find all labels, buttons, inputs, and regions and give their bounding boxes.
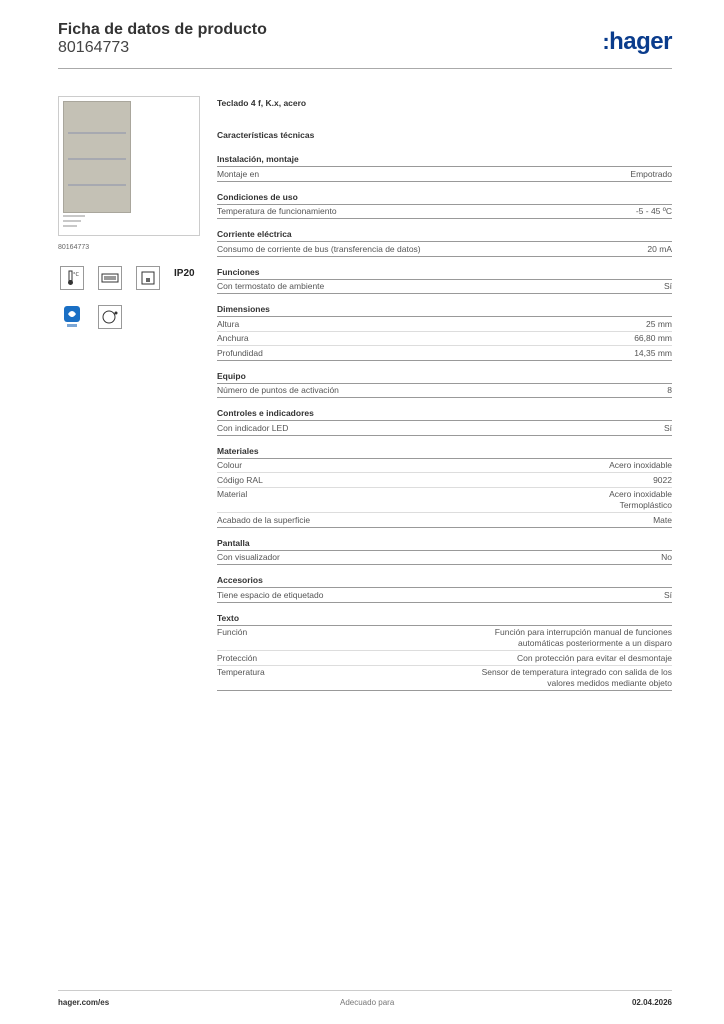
spec-row <box>217 459 672 474</box>
spec-value: Función para interrupción manual de funciones automáticas posteriormente a un disparo <box>494 627 672 648</box>
spec-value: No <box>661 552 672 562</box>
spec-row <box>217 488 672 514</box>
footer-note: Adecuado para <box>340 998 395 1007</box>
characteristics-heading: Características técnicas <box>217 130 315 140</box>
spec-row <box>217 280 672 295</box>
spec-label: Material <box>217 489 248 499</box>
spec-row <box>217 242 672 257</box>
spec-section <box>217 302 672 361</box>
spec-label: Temperatura <box>217 667 265 677</box>
spec-value: Mate <box>653 514 672 525</box>
section-title: Dimensiones <box>217 302 672 317</box>
spec-row <box>217 317 672 332</box>
spec-section <box>217 444 672 528</box>
product-name: Teclado 4 f, K.x, acero <box>217 98 307 108</box>
spec-row <box>217 588 672 603</box>
surface-mount-icon <box>136 266 160 290</box>
spec-row <box>217 205 672 220</box>
spec-row <box>217 626 672 652</box>
spec-row <box>217 421 672 436</box>
spec-row <box>217 551 672 566</box>
footer-divider <box>58 990 672 991</box>
spec-value: Sí <box>663 281 672 291</box>
spec-label: Con indicador LED <box>217 422 289 433</box>
spec-label: Anchura <box>217 333 249 343</box>
spec-value: 8 <box>667 385 672 395</box>
spec-value: Empotrado <box>630 168 672 179</box>
spec-section <box>217 190 672 220</box>
spec-section <box>217 406 672 436</box>
spec-label: Temperatura de funcionamiento <box>217 206 337 216</box>
spec-row <box>217 666 672 692</box>
spec-label: Con termostato de ambiente <box>217 281 325 291</box>
spec-label: Número de puntos de activación <box>217 385 339 395</box>
spec-row <box>217 473 672 488</box>
spec-label: Altura <box>217 318 240 329</box>
spec-label: Colour <box>217 460 243 470</box>
section-title: Instalación, montaje <box>217 152 672 167</box>
spec-section <box>217 611 672 692</box>
spec-value: 25 mm <box>646 318 672 329</box>
spec-section <box>217 573 672 603</box>
spec-row <box>217 167 672 182</box>
section-title: Condiciones de uso <box>217 190 672 205</box>
thermometer-icon <box>60 266 84 290</box>
spec-value: Sensor de temperatura integrado con salida de los valores medidos mediante objeto <box>481 667 672 688</box>
spec-label: Acabado de la superficie <box>217 514 311 525</box>
spec-section <box>217 227 672 257</box>
spec-label: Con visualizador <box>217 552 280 562</box>
product-image <box>63 101 131 213</box>
header-divider <box>58 68 672 69</box>
spec-value: 9022 <box>653 474 672 485</box>
spec-section <box>217 152 672 182</box>
footer-date: 02.04.2026 <box>631 998 672 1007</box>
product-code-header: 80164773 <box>58 39 130 56</box>
spec-section <box>217 265 672 295</box>
spec-value: Sí <box>663 422 672 433</box>
page-title: Ficha de datos de producto <box>58 21 267 38</box>
spec-row <box>217 384 672 399</box>
spec-value: Acero inoxidable Termoplástico <box>609 489 672 510</box>
display-icon <box>98 266 122 290</box>
spec-label: Protección <box>217 652 258 663</box>
spec-row <box>217 513 672 528</box>
spec-value: Sí <box>663 589 672 600</box>
spec-row <box>217 651 672 666</box>
spec-value: 20 mA <box>647 243 672 254</box>
section-title: Controles e indicadores <box>217 406 672 421</box>
section-title: Texto <box>217 611 672 626</box>
spec-label: Montaje en <box>217 168 260 179</box>
spec-value: 66,80 mm <box>634 333 672 343</box>
svg-text:°C: °C <box>73 272 79 278</box>
protocol-logo-icon <box>60 305 84 329</box>
spec-label: Función <box>217 627 248 637</box>
product-image-frame <box>58 96 200 236</box>
spec-label: Tiene espacio de etiquetado <box>217 589 324 600</box>
spec-row <box>217 332 672 347</box>
logo-text: hager <box>609 28 672 55</box>
spec-value: -5 - 45 ºC <box>635 206 672 216</box>
spec-section <box>217 369 672 399</box>
spec-label: Profundidad <box>217 347 263 358</box>
spec-section <box>217 536 672 566</box>
characteristics-sections <box>217 152 672 691</box>
section-title: Pantalla <box>217 536 672 551</box>
section-title: Materiales <box>217 444 672 459</box>
spec-value: 14,35 mm <box>634 347 672 358</box>
spec-value: Acero inoxidable <box>609 460 672 470</box>
section-title: Corriente eléctrica <box>217 227 672 242</box>
product-image-caption: 80164773 <box>58 244 90 251</box>
section-title: Accesorios <box>217 573 672 588</box>
section-title: Equipo <box>217 369 672 384</box>
spec-row <box>217 346 672 361</box>
product-details <box>217 96 672 691</box>
footer-website: hager.com/es <box>58 998 110 1007</box>
ip-rating: IP20 <box>174 268 195 279</box>
spec-label: Consumo de corriente de bus (transferencia de datos) <box>217 243 421 254</box>
sensor-icon <box>98 305 122 329</box>
spec-value: Con protección para evitar el desmontaje <box>517 652 672 663</box>
section-title: Funciones <box>217 265 672 280</box>
spec-label: Código RAL <box>217 474 263 485</box>
hager-logo: :hager <box>602 28 672 55</box>
